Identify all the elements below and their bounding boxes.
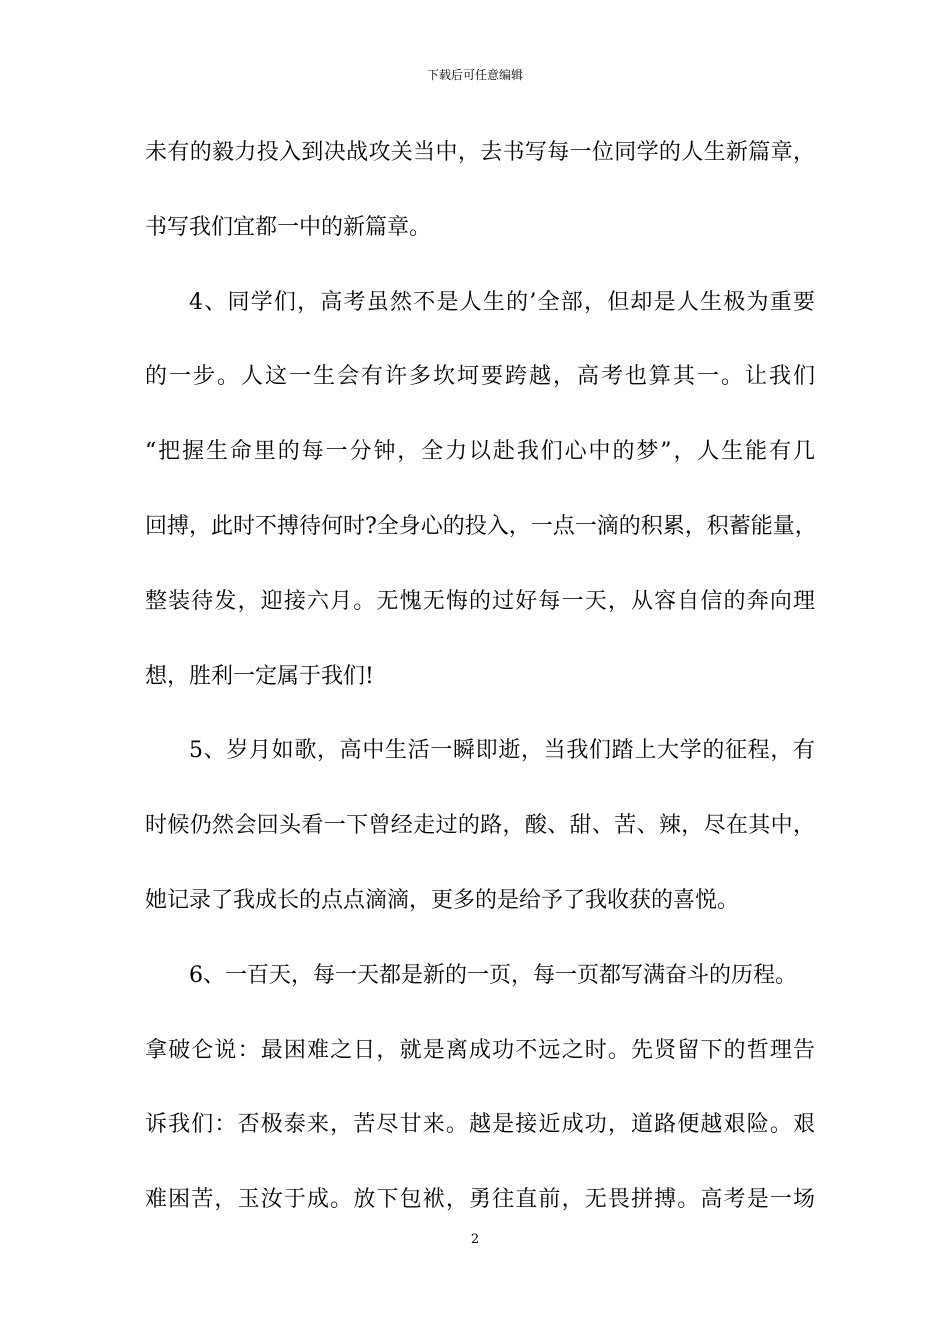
page-number: 2 xyxy=(470,1232,480,1247)
text-line-paragraph-start: 6、一百天，每一天都是新的一页，每一页都写满奋斗的历程。 xyxy=(189,962,797,988)
text-line: 拿破仑说：最困难之日，就是离成功不远之时。先贤留下的哲理告 xyxy=(145,1037,815,1063)
text-line: “把握生命里的每一分钟，全力以赴我们心中的梦”，人生能有几 xyxy=(145,439,815,465)
text-line: 回搏，此时不搏待何时?全身心的投入，一点一滴的积累，积蓄能量， xyxy=(145,513,817,539)
text-line: 诉我们：否极泰来，苦尽甘来。越是接近成功，道路便越艰险。艰 xyxy=(145,1112,815,1138)
text-line: 的一步。人这一生会有许多坎坷要跨越，高考也算其一。让我们 xyxy=(145,364,815,390)
text-line: 整装待发，迎接六月。无愧无悔的过好每一天，从容自信的奔向理 xyxy=(145,588,815,614)
text-line: 未有的毅力投入到决战攻关当中，去书写每一位同学的人生新篇章， xyxy=(145,140,815,165)
text-line: 难困苦，玉汝于成。放下包袱，勇往直前，无畏拼搏。高考是一场 xyxy=(145,1187,815,1213)
text-line: 她记录了我成长的点点滴滴，更多的是给予了我收获的喜悦。 xyxy=(145,887,740,913)
text-line: 想，胜利一定属于我们! xyxy=(145,663,374,689)
text-line-paragraph-start: 5、岁月如歌，高中生活一瞬即逝，当我们踏上大学的征程，有 xyxy=(189,738,815,764)
text-line-paragraph-start: 4、同学们，高考虽然不是人生的’全部，但却是人生极为重要 xyxy=(189,289,815,315)
text-line: 时候仍然会回头看一下曾经走过的路，酸、甜、苦、辣，尽在其中， xyxy=(145,813,815,839)
page-header: 下载后可任意编辑 xyxy=(426,68,523,82)
text-line: 书写我们宜都一中的新篇章。 xyxy=(145,214,432,240)
document-body xyxy=(145,116,815,1238)
